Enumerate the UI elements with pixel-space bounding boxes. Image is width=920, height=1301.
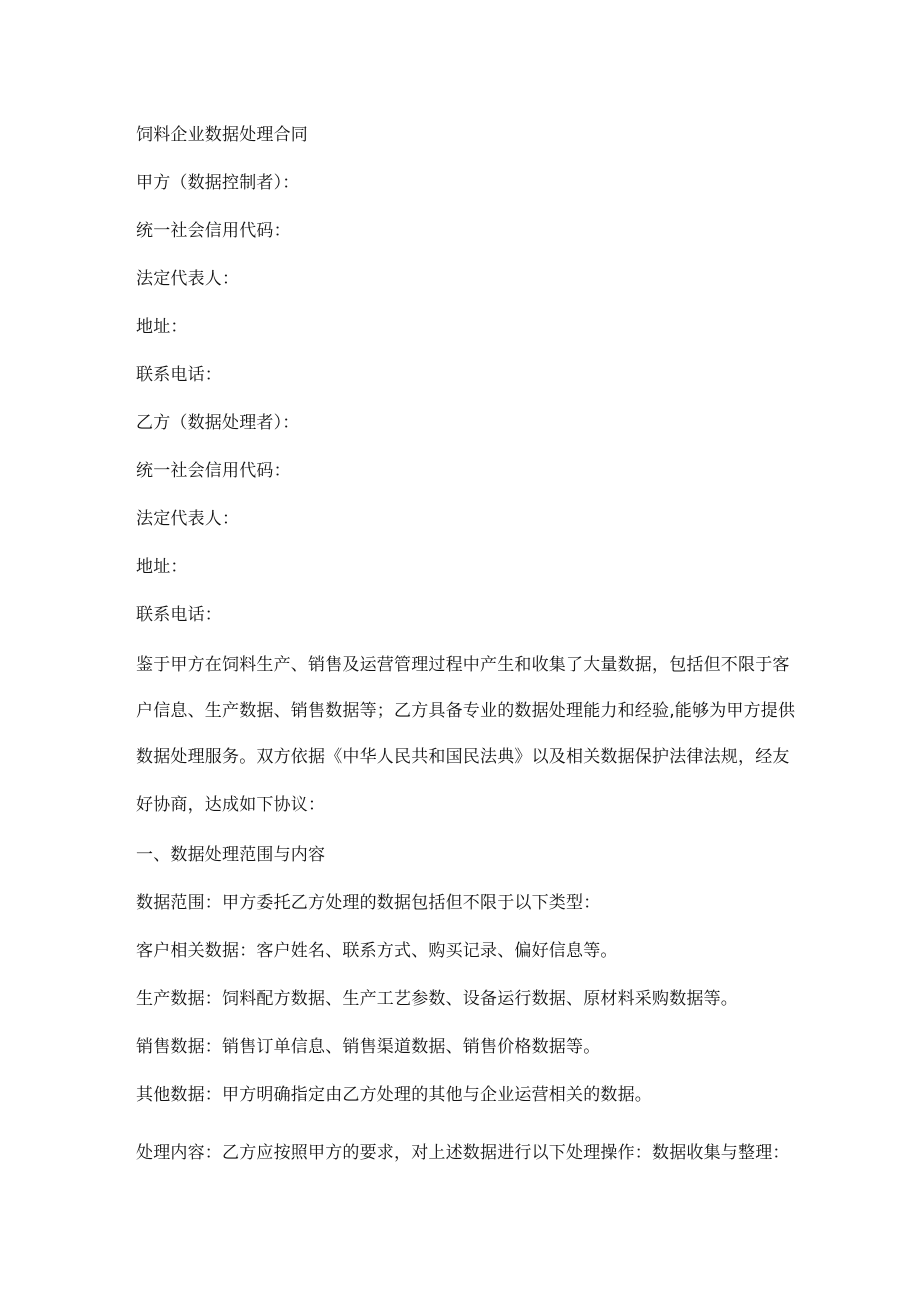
party-b-heading: 乙方（数据处理者）： [136,413,300,433]
party-a-phone: 联系电话： [136,365,222,385]
preamble-line: 好协商，达成如下协议： [136,795,326,815]
preamble-line: 数据处理服务。双方依据《中华人民共和国民法典》以及相关数据保护法律法规，经友 [136,747,790,767]
party-b-legal-rep: 法定代表人： [136,509,240,529]
processing-content-paragraph: 处理内容：乙方应按照甲方的要求，对上述数据进行以下处理操作：数据收集与整理： [136,1143,790,1163]
other-data-paragraph: 其他数据：甲方明确指定由乙方处理的其他与企业运营相关的数据。 [136,1085,652,1105]
customer-data-paragraph: 客户相关数据：客户姓名、联系方式、购买记录、偏好信息等。 [136,941,618,961]
sales-data-paragraph: 销售数据：销售订单信息、销售渠道数据、销售价格数据等。 [136,1037,601,1057]
section-1-heading: 一、数据处理范围与内容 [136,845,326,865]
party-a-heading: 甲方（数据控制者）： [136,173,300,193]
document-title: 饲料企业数据处理合同 [136,125,308,145]
party-a-address: 地址： [136,317,188,337]
party-a-legal-rep: 法定代表人： [136,269,240,289]
production-data-paragraph: 生产数据：饲料配方数据、生产工艺参数、设备运行数据、原材料采购数据等。 [136,989,738,1009]
party-b-credit-code: 统一社会信用代码： [136,461,291,481]
party-a-credit-code: 统一社会信用代码： [136,221,291,241]
data-scope-paragraph: 数据范围：甲方委托乙方处理的数据包括但不限于以下类型： [136,893,601,913]
party-b-address: 地址： [136,557,188,577]
party-b-phone: 联系电话： [136,605,222,625]
preamble-line: 鉴于甲方在饲料生产、销售及运营管理过程中产生和收集了大量数据，包括但不限于客 [136,655,790,675]
preamble-line: 户信息、生产数据、销售数据等；乙方具备专业的数据处理能力和经验,能够为甲方提供 [136,701,796,721]
